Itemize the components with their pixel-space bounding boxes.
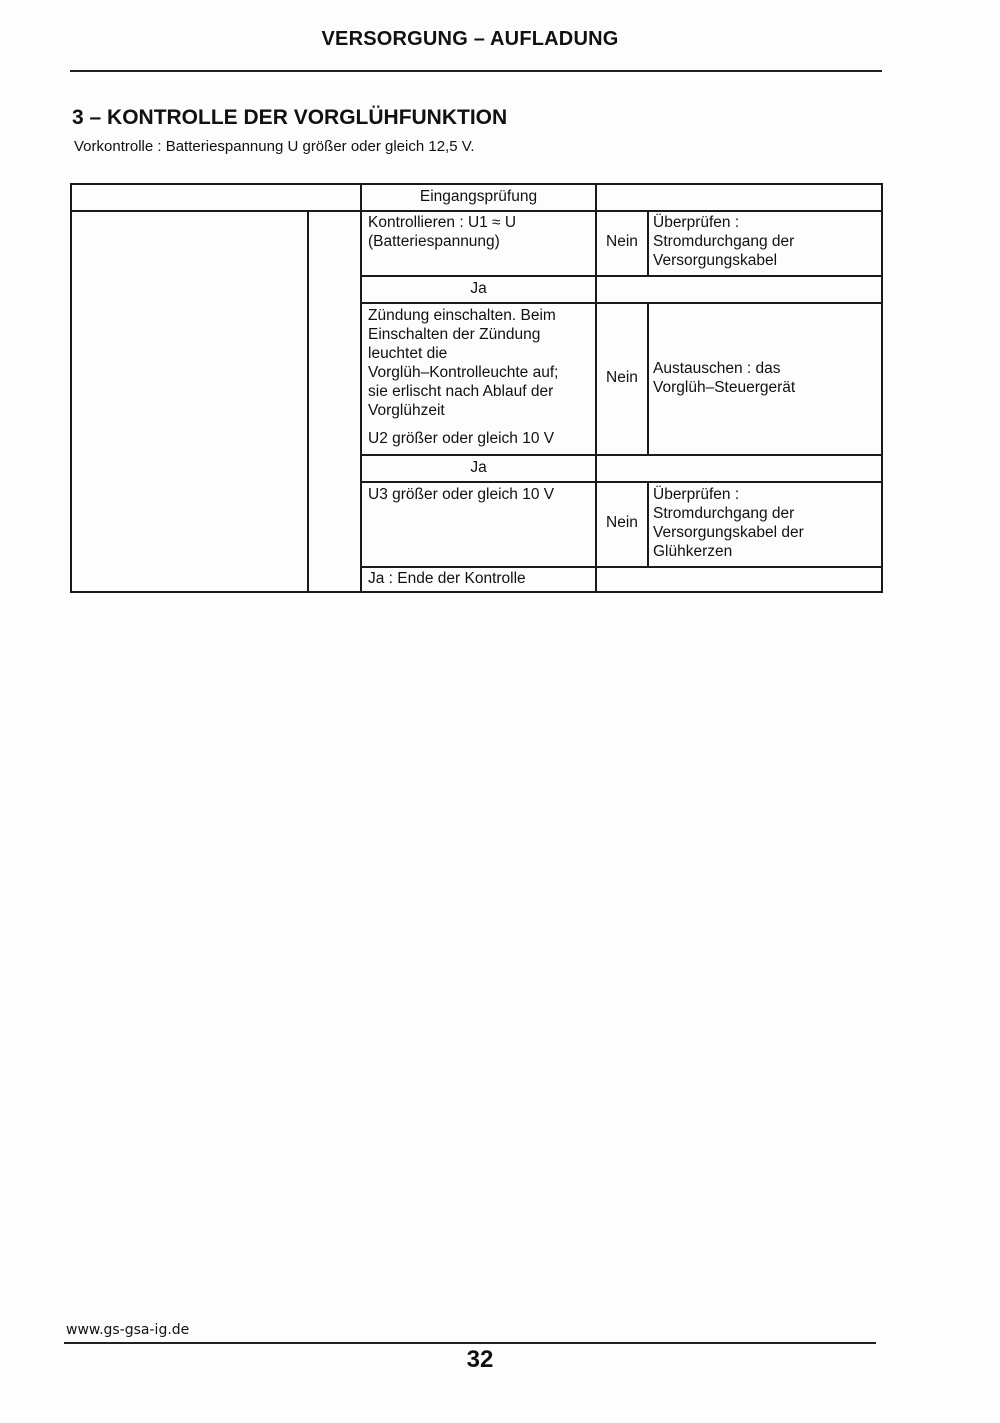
step1-no-label: Nein [606, 233, 638, 250]
end-label: Ja : Ende der Kontrolle [368, 570, 526, 587]
page-number: 32 [466, 1346, 494, 1373]
page-header-title: VERSORGUNG – AUFLADUNG [321, 28, 619, 50]
yes2-empty-cell [595, 454, 883, 483]
step2-condition-text: U2 größer oder gleich 10 V [368, 430, 555, 447]
step2-check-text: Zündung einschalten. Beim Einschalten der Zündung leuchtet die Vorglüh–Kontrolleuchte auf; sie erlischt nach Ablauf der Vorglühzeit [368, 307, 559, 419]
yes1-empty-cell [595, 275, 883, 304]
step3-check-text: U3 größer oder gleich 10 V [368, 486, 555, 503]
table-divider [70, 210, 362, 212]
end-empty-cell [595, 566, 883, 593]
yes2-label: Ja [470, 459, 487, 476]
table-divider [307, 210, 309, 593]
step1-action-text: Überprüfen : Stromdurchgang der Versorgungskabel [653, 214, 795, 269]
footer-url: www.gs-gsa-ig.de [66, 1322, 190, 1338]
entry-check-label: Eingangsprüfung [419, 188, 538, 205]
section-subtitle: Vorkontrolle : Batteriespannung U größer oder gleich 12,5 V. [74, 138, 475, 155]
header-divider [70, 70, 882, 72]
yes1-label: Ja [470, 280, 487, 297]
step3-no-label: Nein [606, 514, 638, 531]
entry-empty-cell [595, 183, 883, 212]
section-title: 3 – KONTROLLE DER VORGLÜHFUNKTION [72, 106, 508, 129]
step3-action-text: Überprüfen : Stromdurchgang der Versorgungskabel der Glühkerzen [653, 486, 804, 560]
step2-action-text: Austauschen : das Vorglüh–Steuergerät [653, 360, 796, 396]
footer-divider [64, 1342, 876, 1344]
step1-check-text: Kontrollieren : U1 ≈ U (Batteriespannung) [368, 214, 517, 250]
step2-no-label: Nein [606, 369, 638, 386]
